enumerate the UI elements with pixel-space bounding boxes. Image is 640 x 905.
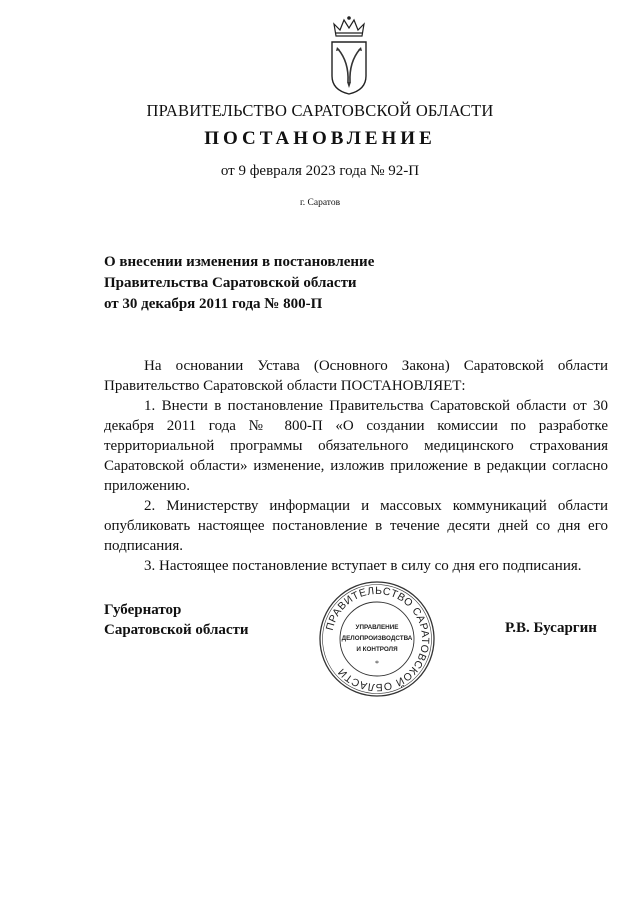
date-and-number: от 9 февраля 2023 года № 92-П bbox=[220, 163, 420, 179]
document-body bbox=[104, 356, 608, 576]
body-paragraph: 2. Министерству информации и массовых коммуникаций области опубликовать настоящее постановление в течение десяти дней со дня его подписания. bbox=[104, 498, 608, 554]
body-paragraph: 1. Внести в постановление Правительства Саратовской области от 30 декабря 2011 года № 800-П «О создании комиссии по разработке территориальной программы обязательного медицинского страхования Саратовской области» изменение, изложив приложение в редакции согласно приложению. bbox=[104, 398, 608, 494]
star-icon: * bbox=[375, 659, 379, 668]
stamp-inner-text: ДЕЛОПРОИЗВОДСТВА bbox=[341, 635, 413, 642]
position-line: Губернатор bbox=[104, 602, 182, 618]
subject-line: Правительства Саратовской области bbox=[104, 275, 357, 291]
signatory-name: Р.В. Бусаргин bbox=[505, 620, 597, 636]
stamp-ring-text: ПРАВИТЕЛЬСТВО САРАТОВСКОЙ ОБЛАСТИ bbox=[323, 584, 432, 694]
government-name: ПРАВИТЕЛЬСТВО САРАТОВСКОЙ ОБЛАСТИ bbox=[146, 101, 494, 120]
position-line: Саратовской области bbox=[104, 622, 249, 638]
stamp-inner-text: И КОНТРОЛЯ bbox=[356, 646, 398, 653]
subject-line: от 30 декабря 2011 года № 800-П bbox=[104, 296, 323, 312]
official-stamp bbox=[318, 580, 436, 698]
document-subject bbox=[104, 252, 374, 315]
body-paragraph: 3. Настоящее постановление вступает в силу со дня его подписания. bbox=[144, 558, 582, 574]
body-paragraph: На основании Устава (Основного Закона) Саратовской области Правительство Саратовской области ПОСТАНОВЛЯЕТ: bbox=[104, 358, 608, 394]
signatory-position bbox=[104, 600, 249, 640]
subject-line: О внесении изменения в постановление bbox=[104, 254, 375, 270]
document-type: ПОСТАНОВЛЕНИЕ bbox=[204, 128, 436, 149]
city: г. Саратов bbox=[299, 198, 341, 208]
stamp-inner-text: УПРАВЛЕНИЕ bbox=[355, 624, 399, 631]
coat-of-arms-icon bbox=[326, 14, 372, 96]
